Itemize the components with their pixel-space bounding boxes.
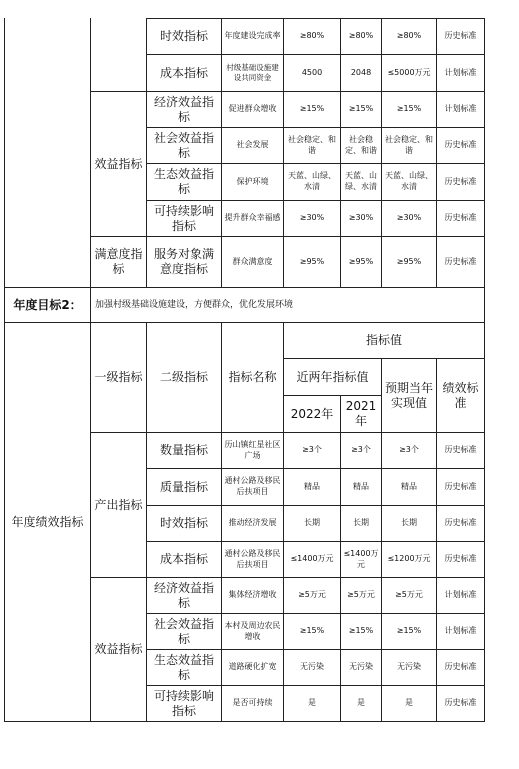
indicator-name-cell: 促进群众增收	[221, 91, 284, 128]
value-current-cell: 精品	[381, 468, 437, 506]
value-2022-cell: 是	[283, 685, 341, 722]
indicator-name-cell: 通村公路及移民后扶项目	[221, 541, 284, 578]
indicator-name-cell: 通村公路及移民后扶项目	[221, 468, 284, 506]
level2-cell: 时效指标	[146, 505, 222, 542]
standard-cell: 历史标准	[436, 432, 485, 469]
indicator-name-cell: 村级基础设施建设共同资金	[221, 54, 284, 92]
indicator-name-cell: 本村及周边农民增收	[221, 613, 284, 650]
indicator-name-cell: 集体经济增收	[221, 577, 284, 614]
value-current-cell: ≥30%	[381, 200, 437, 237]
value-2022-cell: ≥80%	[283, 18, 341, 55]
indicator-name-cell: 是否可持续	[221, 685, 284, 722]
value-2021-cell: ≥15%	[340, 613, 382, 650]
level1-satisfaction-cell: 满意度指标	[90, 236, 147, 288]
value-2021-cell: 是	[340, 685, 382, 722]
indicator-name-cell: 年度建设完成率	[221, 18, 284, 55]
indicator-name-cell: 保护环境	[221, 163, 284, 201]
value-current-cell: ≥95%	[381, 236, 437, 288]
value-2022-cell: 社会稳定、和谐	[283, 127, 341, 164]
standard-cell: 历史标准	[436, 200, 485, 237]
standard-cell: 计划标准	[436, 577, 485, 614]
standard-cell: 历史标准	[436, 541, 485, 578]
perf-indicator-label: 年度绩效指标	[4, 322, 91, 722]
header-recent-two-years: 近两年指标值	[283, 358, 382, 396]
indicator-name-cell: 历山镇红星社区广场	[221, 432, 284, 469]
value-current-cell: ≤5000万元	[381, 54, 437, 92]
left-label-column	[4, 18, 91, 288]
value-current-cell: 天蓝、山绿、水清	[381, 163, 437, 201]
level2-cell: 可持续影响指标	[146, 685, 222, 722]
level1-output-cell: 产出指标	[90, 432, 147, 578]
indicator-name-cell: 提升群众幸福感	[221, 200, 284, 237]
value-2021-cell: ≥3个	[340, 432, 382, 469]
indicator-name-cell: 社会发展	[221, 127, 284, 164]
level2-cell: 生态效益指标	[146, 163, 222, 201]
level2-cell: 服务对象满意度指标	[146, 236, 222, 288]
value-2022-cell: 4500	[283, 54, 341, 92]
level2-cell: 社会效益指标	[146, 127, 222, 164]
header-year-2021: 2021年	[340, 395, 382, 433]
header-level1: 一级指标	[90, 322, 147, 433]
standard-cell: 历史标准	[436, 649, 485, 686]
value-2022-cell: ≥15%	[283, 613, 341, 650]
standard-cell: 历史标准	[436, 127, 485, 164]
value-current-cell: 长期	[381, 505, 437, 542]
indicator-name-cell: 道路硬化扩宽	[221, 649, 284, 686]
standard-cell: 历史标准	[436, 505, 485, 542]
value-2021-cell: 精品	[340, 468, 382, 506]
value-current-cell: 是	[381, 685, 437, 722]
level1-benefit-cell: 效益指标	[90, 91, 147, 237]
header-indicator-name: 指标名称	[221, 322, 284, 433]
value-2022-cell: ≤1400万元	[283, 541, 341, 578]
standard-cell: 计划标准	[436, 91, 485, 128]
header-indicator-value: 指标值	[283, 322, 485, 359]
value-current-cell: ≤1200万元	[381, 541, 437, 578]
value-2021-cell: 无污染	[340, 649, 382, 686]
standard-cell: 历史标准	[436, 18, 485, 55]
level2-cell: 数量指标	[146, 432, 222, 469]
value-2022-cell: ≥3个	[283, 432, 341, 469]
value-current-cell: ≥80%	[381, 18, 437, 55]
level2-cell: 质量指标	[146, 468, 222, 506]
level2-cell: 经济效益指标	[146, 577, 222, 614]
value-2021-cell: ≥80%	[340, 18, 382, 55]
level2-cell: 成本指标	[146, 541, 222, 578]
value-current-cell: 社会稳定、和谐	[381, 127, 437, 164]
standard-cell: 计划标准	[436, 54, 485, 92]
value-2021-cell: 社会稳定、和谐	[340, 127, 382, 164]
standard-cell: 历史标准	[436, 163, 485, 201]
level1-output-cont	[90, 18, 147, 92]
goal-text: 加强村级基础设施建设，方便群众，优化发展环境	[90, 287, 485, 323]
header-level2: 二级指标	[146, 322, 222, 433]
value-current-cell: ≥3个	[381, 432, 437, 469]
standard-cell: 历史标准	[436, 468, 485, 506]
value-2022-cell: 长期	[283, 505, 341, 542]
value-2022-cell: 天蓝、山绿、水清	[283, 163, 341, 201]
level2-cell: 时效指标	[146, 18, 222, 55]
value-2022-cell: ≥30%	[283, 200, 341, 237]
value-2021-cell: 长期	[340, 505, 382, 542]
standard-cell: 历史标准	[436, 685, 485, 722]
level2-cell: 生态效益指标	[146, 649, 222, 686]
indicator-name-cell: 推动经济发展	[221, 505, 284, 542]
standard-cell: 历史标准	[436, 236, 485, 288]
level2-cell: 可持续影响指标	[146, 200, 222, 237]
value-2021-cell: ≥95%	[340, 236, 382, 288]
header-year-2022: 2022年	[283, 395, 341, 433]
value-2022-cell: ≥15%	[283, 91, 341, 128]
value-2022-cell: ≥95%	[283, 236, 341, 288]
value-current-cell: ≥15%	[381, 91, 437, 128]
value-current-cell: ≥5万元	[381, 577, 437, 614]
level2-cell: 经济效益指标	[146, 91, 222, 128]
value-2022-cell: 无污染	[283, 649, 341, 686]
value-2021-cell: 天蓝、山绿、水清	[340, 163, 382, 201]
level2-cell: 成本指标	[146, 54, 222, 92]
level1-benefit-cell: 效益指标	[90, 577, 147, 722]
value-2021-cell: 2048	[340, 54, 382, 92]
header-expected-current: 预期当年实现值	[381, 358, 437, 433]
standard-cell: 计划标准	[436, 613, 485, 650]
value-2021-cell: ≥5万元	[340, 577, 382, 614]
value-current-cell: 无污染	[381, 649, 437, 686]
indicator-name-cell: 群众满意度	[221, 236, 284, 288]
level2-cell: 社会效益指标	[146, 613, 222, 650]
header-performance-standard: 绩效标准	[436, 358, 485, 433]
value-2022-cell: 精品	[283, 468, 341, 506]
value-current-cell: ≥15%	[381, 613, 437, 650]
value-2021-cell: ≤1400万元	[340, 541, 382, 578]
goal-label: 年度目标2：	[4, 287, 91, 323]
value-2021-cell: ≥15%	[340, 91, 382, 128]
value-2022-cell: ≥5万元	[283, 577, 341, 614]
value-2021-cell: ≥30%	[340, 200, 382, 237]
